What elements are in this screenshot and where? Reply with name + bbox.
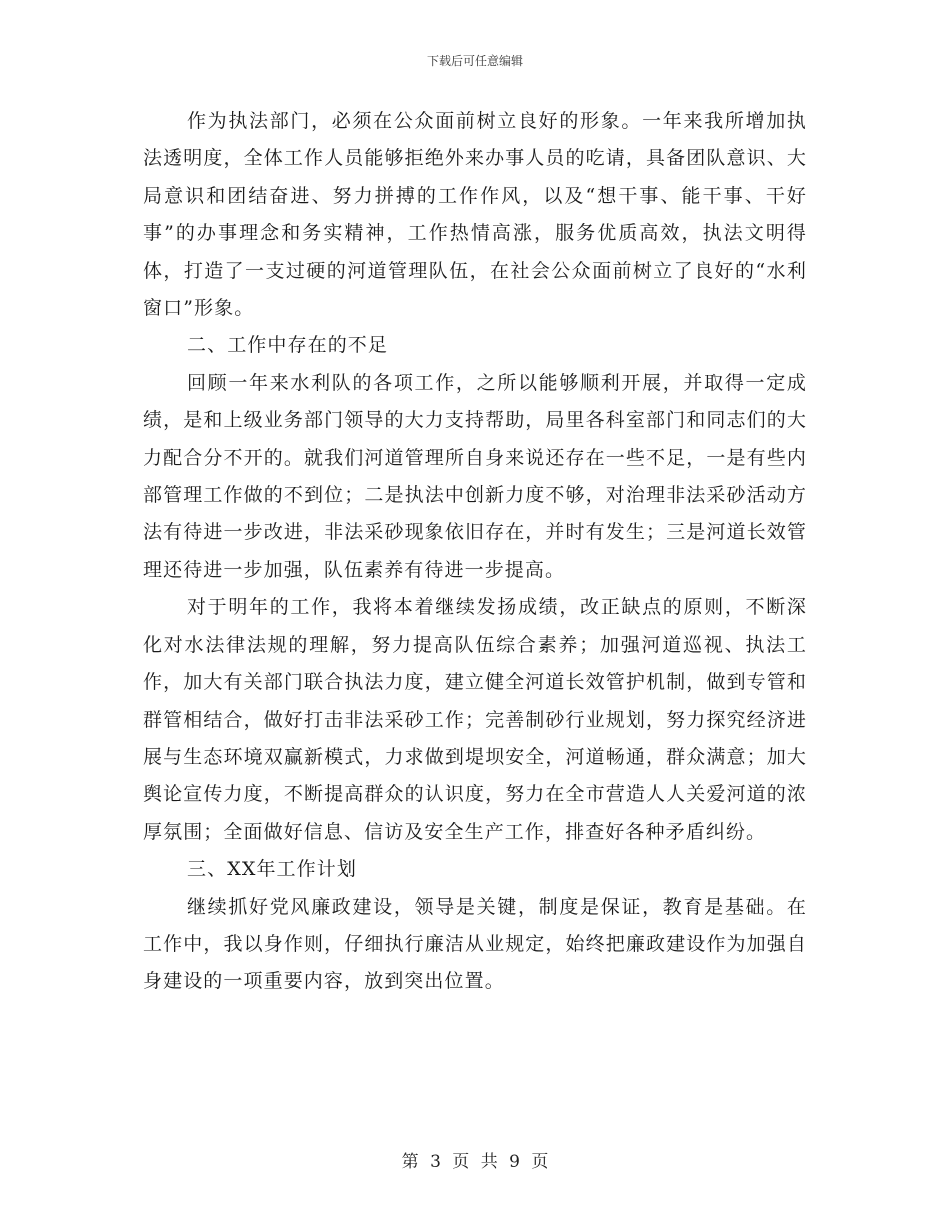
paragraph-next-year: 对于明年的工作，我将本着继续发扬成绩，改正缺点的原则，不断深化对水法律法规的理解，努力提高队伍综合素养；加强河道巡视、执法工作，加大有关部门联合执法力度，建立健全河道长效管护机制，做到专管和群管相结合，做好打击非法采砂工作；完善制砂行业规划，努力探究经济进展与生态环境双赢新模式，力求做到堤坝安全，河道畅通，群众满意；加大舆论宣传力度，不断提高群众的认识度，努力在全市营造人人关爱河道的浓厚氛围；全面做好信息、信访及安全生产工作，排查好各种矛盾纠纷。 <box>143 596 807 843</box>
section-heading-shortcomings: 二、工作中存在的不足 <box>187 334 389 357</box>
section-heading-work-plan: 三、XX年工作计划 <box>187 858 357 881</box>
paragraph-review: 回顾一年来水利队的各项工作，之所以能够顺利开展，并取得一定成绩，是和上级业务部门领导的大力支持帮助，局里各科室部门和同志们的大力配合分不开的。就我们河道管理所自身来说还存在一些不足，一是有些内部管理工作做的不到位；二是执法中创新力度不够，对治理非法采砂活动方法有待进一步改进，非法采砂现象依旧存在，并时有发生；三是河道长效管理还待进一步加强，队伍素养有待进一步提高。 <box>143 371 807 581</box>
paragraph-image-building: 作为执法部门，必须在公众面前树立良好的形象。一年来我所增加执法透明度，全体工作人员能够拒绝外来办事人员的吃请，具备团队意识、大局意识和团结奋进、努力拼搏的工作作风，以及“想干事、能干事、干好事”的办事理念和务实精神，工作热情高涨，服务优质高效，执法文明得体，打造了一支过硬的河道管理队伍，在社会公众面前树立了良好的“水利窗口”形象。 <box>143 110 807 320</box>
paragraph-integrity: 继续抓好党风廉政建设，领导是关键，制度是保证，教育是基础。在工作中，我以身作则，仔细执行廉洁从业规定，始终把廉政建设作为加强自身建设的一项重要内容，放到突出位置。 <box>143 895 807 993</box>
header-note: 下载后可任意编辑 <box>426 54 523 68</box>
page-number: 第 3 页 共 9 页 <box>401 1152 549 1172</box>
document-body <box>143 103 807 1001</box>
